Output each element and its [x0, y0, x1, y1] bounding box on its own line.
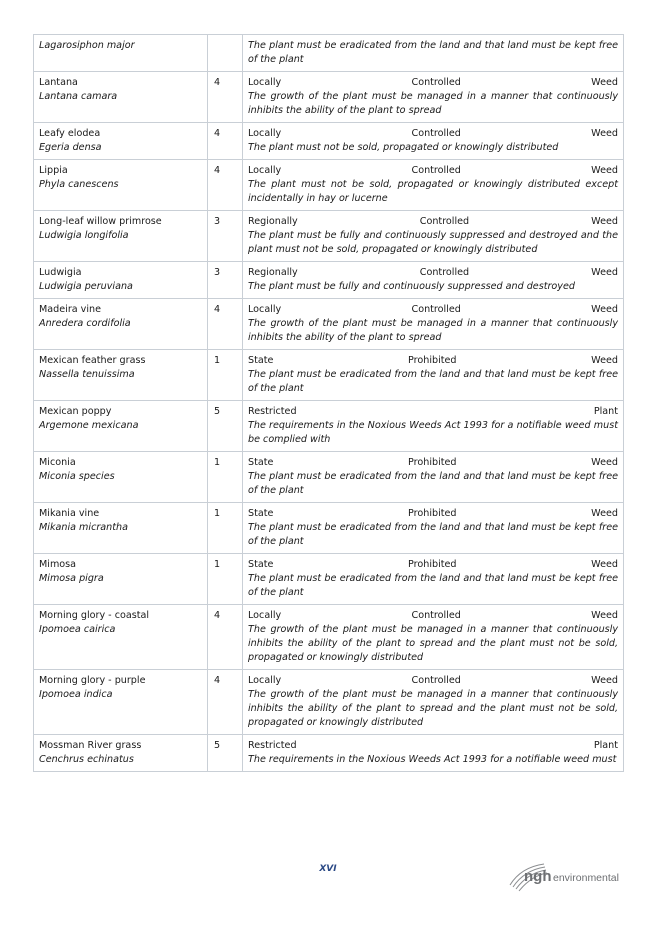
control-category	[248, 354, 618, 368]
category-word: Locally	[248, 77, 282, 88]
category-word: Plant	[593, 740, 618, 751]
control-requirement-text: The plant must be fully and continuously suppressed and destroyed and the plant must not be sold, propagated or knowingly distributed	[248, 230, 618, 255]
control-requirement-cell	[243, 262, 624, 299]
company-logo	[508, 858, 620, 892]
control-category	[248, 456, 618, 470]
scientific-name: Lagarosiphon major	[39, 40, 135, 51]
category-word: Weed	[591, 128, 618, 139]
table-row	[34, 670, 624, 735]
control-requirement-text: The plant must not be sold, propagated or knowingly distributed	[248, 142, 559, 153]
category-word: Weed	[591, 216, 618, 227]
common-name: Mimosa	[39, 559, 77, 570]
weed-class: 1	[208, 350, 243, 401]
weed-name-cell	[34, 503, 208, 554]
control-category	[248, 507, 618, 521]
control-requirement-cell	[243, 350, 624, 401]
weed-class: 4	[208, 605, 243, 670]
control-requirement-cell	[243, 605, 624, 670]
common-name: Morning glory - coastal	[39, 610, 150, 621]
logo-brand: ngh	[524, 868, 552, 885]
weed-class	[208, 35, 243, 72]
scientific-name: Miconia species	[39, 471, 115, 482]
table-row	[34, 735, 624, 772]
category-word: Prohibited	[408, 559, 457, 570]
category-word: Controlled	[411, 304, 461, 315]
control-requirement-cell	[243, 160, 624, 211]
control-requirement-text: The plant must be eradicated from the land and that land must be kept free of the plant	[248, 522, 618, 547]
category-word: Controlled	[411, 675, 461, 686]
table-row	[34, 160, 624, 211]
weed-class: 1	[208, 503, 243, 554]
category-word: Locally	[248, 610, 282, 621]
common-name: Madeira vine	[39, 304, 102, 315]
weed-name-cell	[34, 299, 208, 350]
category-word: State	[248, 559, 274, 570]
control-category	[248, 266, 618, 280]
table-body	[34, 35, 624, 772]
control-requirement-cell	[243, 299, 624, 350]
control-category	[248, 76, 618, 90]
common-name: Long-leaf willow primrose	[39, 216, 162, 227]
weed-name-cell	[34, 350, 208, 401]
table-row	[34, 72, 624, 123]
control-category	[248, 739, 618, 753]
category-word: Controlled	[411, 77, 461, 88]
weed-class: 4	[208, 670, 243, 735]
common-name: Leafy elodea	[39, 128, 101, 139]
common-name: Mikania vine	[39, 508, 100, 519]
control-requirement-text: The plant must not be sold, propagated or knowingly distributed except incidentally in hay or lucerne	[248, 179, 618, 204]
category-word: Controlled	[411, 165, 461, 176]
scientific-name: Cenchrus echinatus	[39, 754, 134, 765]
control-requirement-cell	[243, 554, 624, 605]
scientific-name: Mikania micrantha	[39, 522, 128, 533]
control-requirement-text: The plant must be eradicated from the land and that land must be kept free of the plant	[248, 369, 618, 394]
category-word: State	[248, 355, 274, 366]
weed-name-cell	[34, 605, 208, 670]
scientific-name: Lantana camara	[39, 91, 118, 102]
control-requirement-text: The plant must be fully and continuously suppressed and destroyed	[248, 281, 575, 292]
category-word: Prohibited	[408, 508, 457, 519]
category-word: Weed	[591, 304, 618, 315]
control-requirement-cell	[243, 211, 624, 262]
control-requirement-text: The growth of the plant must be managed in a manner that continuously inhibits the ability of the plant to spread and the plant must not be sold, propagated or knowingly distributed	[248, 624, 618, 663]
control-requirement-text: The plant must be eradicated from the land and that land must be kept free of the plant	[248, 573, 618, 598]
category-word: Restricted	[248, 406, 297, 417]
control-category	[248, 127, 618, 141]
weed-name-cell	[34, 262, 208, 299]
category-word: Regionally	[248, 267, 298, 278]
common-name: Lantana	[39, 77, 78, 88]
scientific-name: Argemone mexicana	[39, 420, 139, 431]
scientific-name: Ludwigia peruviana	[39, 281, 133, 292]
control-requirement-cell	[243, 72, 624, 123]
logo-suffix: environmental	[553, 872, 619, 884]
common-name: Miconia	[39, 457, 76, 468]
scientific-name: Ludwigia longifolia	[39, 230, 129, 241]
weed-class: 1	[208, 554, 243, 605]
weed-class: 4	[208, 299, 243, 350]
control-requirement-text: The growth of the plant must be managed in a manner that continuously inhibits the ability of the plant to spread and the plant must not be sold, propagated or knowingly distributed	[248, 689, 618, 728]
category-word: Prohibited	[408, 457, 457, 468]
table-row	[34, 350, 624, 401]
scientific-name: Mimosa pigra	[39, 573, 104, 584]
category-word: Weed	[591, 457, 618, 468]
weed-name-cell	[34, 211, 208, 262]
table-row	[34, 211, 624, 262]
category-word: Controlled	[419, 216, 470, 227]
control-requirement-text: The requirements in the Noxious Weeds Act 1993 for a notifiable weed must	[248, 754, 617, 765]
weed-name-cell	[34, 670, 208, 735]
weed-class: 5	[208, 401, 243, 452]
category-word: Locally	[248, 675, 282, 686]
category-word: Plant	[593, 406, 618, 417]
weed-class: 5	[208, 735, 243, 772]
scientific-name: Phyla canescens	[39, 179, 119, 190]
category-word: Locally	[248, 128, 282, 139]
category-word: Weed	[591, 675, 618, 686]
common-name: Morning glory - purple	[39, 675, 146, 686]
control-requirement-cell	[243, 401, 624, 452]
table-row	[34, 401, 624, 452]
category-word: Controlled	[411, 610, 461, 621]
common-name: Mossman River grass	[39, 740, 142, 751]
control-category	[248, 674, 618, 688]
table-row	[34, 262, 624, 299]
table-row	[34, 35, 624, 72]
weed-class: 4	[208, 160, 243, 211]
table-row	[34, 123, 624, 160]
category-word: Restricted	[248, 740, 297, 751]
control-requirement-text: The requirements in the Noxious Weeds Act 1993 for a notifiable weed must be complied with	[248, 420, 618, 445]
control-requirement-cell	[243, 452, 624, 503]
category-word: Controlled	[411, 128, 461, 139]
noxious-weeds-table	[33, 34, 624, 772]
control-requirement-cell	[243, 735, 624, 772]
scientific-name: Egeria densa	[39, 142, 102, 153]
weed-class: 4	[208, 72, 243, 123]
common-name: Ludwigia	[39, 267, 82, 278]
scientific-name: Nassella tenuissima	[39, 369, 135, 380]
weed-name-cell	[34, 123, 208, 160]
control-requirement-text: The plant must be eradicated from the land and that land must be kept free of the plant	[248, 40, 618, 65]
control-category	[248, 558, 618, 572]
common-name: Mexican poppy	[39, 406, 112, 417]
table-row	[34, 605, 624, 670]
category-word: Locally	[248, 304, 282, 315]
page-number: XVI	[319, 864, 337, 874]
table-row	[34, 452, 624, 503]
category-word: Prohibited	[408, 355, 457, 366]
control-category	[248, 405, 618, 419]
weed-name-cell	[34, 554, 208, 605]
category-word: Weed	[591, 77, 618, 88]
category-word: Weed	[591, 267, 618, 278]
category-word: Weed	[591, 610, 618, 621]
weed-name-cell	[34, 735, 208, 772]
weed-name-cell	[34, 452, 208, 503]
table-row	[34, 503, 624, 554]
control-category	[248, 164, 618, 178]
weed-name-cell	[34, 401, 208, 452]
weed-class: 3	[208, 211, 243, 262]
control-category	[248, 303, 618, 317]
category-word: State	[248, 508, 274, 519]
scientific-name: Ipomoea cairica	[39, 624, 116, 635]
category-word: Weed	[591, 355, 618, 366]
weed-name-cell	[34, 72, 208, 123]
scientific-name: Anredera cordifolia	[39, 318, 131, 329]
scientific-name: Ipomoea indica	[39, 689, 113, 700]
table-row	[34, 299, 624, 350]
control-requirement-cell	[243, 123, 624, 160]
control-requirement-cell	[243, 503, 624, 554]
weed-class: 3	[208, 262, 243, 299]
weed-name-cell	[34, 160, 208, 211]
control-requirement-cell	[243, 35, 624, 72]
category-word: Weed	[591, 165, 618, 176]
control-requirement-cell	[243, 670, 624, 735]
control-requirement-text: The growth of the plant must be managed in a manner that continuously inhibits the ability of the plant to spread	[248, 91, 618, 116]
weed-name-cell	[34, 35, 208, 72]
category-word: Regionally	[248, 216, 298, 227]
common-name: Mexican feather grass	[39, 355, 146, 366]
category-word: Locally	[248, 165, 282, 176]
category-word: Weed	[591, 508, 618, 519]
control-requirement-text: The plant must be eradicated from the land and that land must be kept free of the plant	[248, 471, 618, 496]
weed-class: 4	[208, 123, 243, 160]
category-word: Controlled	[419, 267, 470, 278]
table-row	[34, 554, 624, 605]
control-category	[248, 215, 618, 229]
control-category	[248, 609, 618, 623]
category-word: Weed	[591, 559, 618, 570]
control-requirement-text: The growth of the plant must be managed in a manner that continuously inhibits the ability of the plant to spread	[248, 318, 618, 343]
common-name: Lippia	[39, 165, 68, 176]
category-word: State	[248, 457, 274, 468]
weed-class: 1	[208, 452, 243, 503]
